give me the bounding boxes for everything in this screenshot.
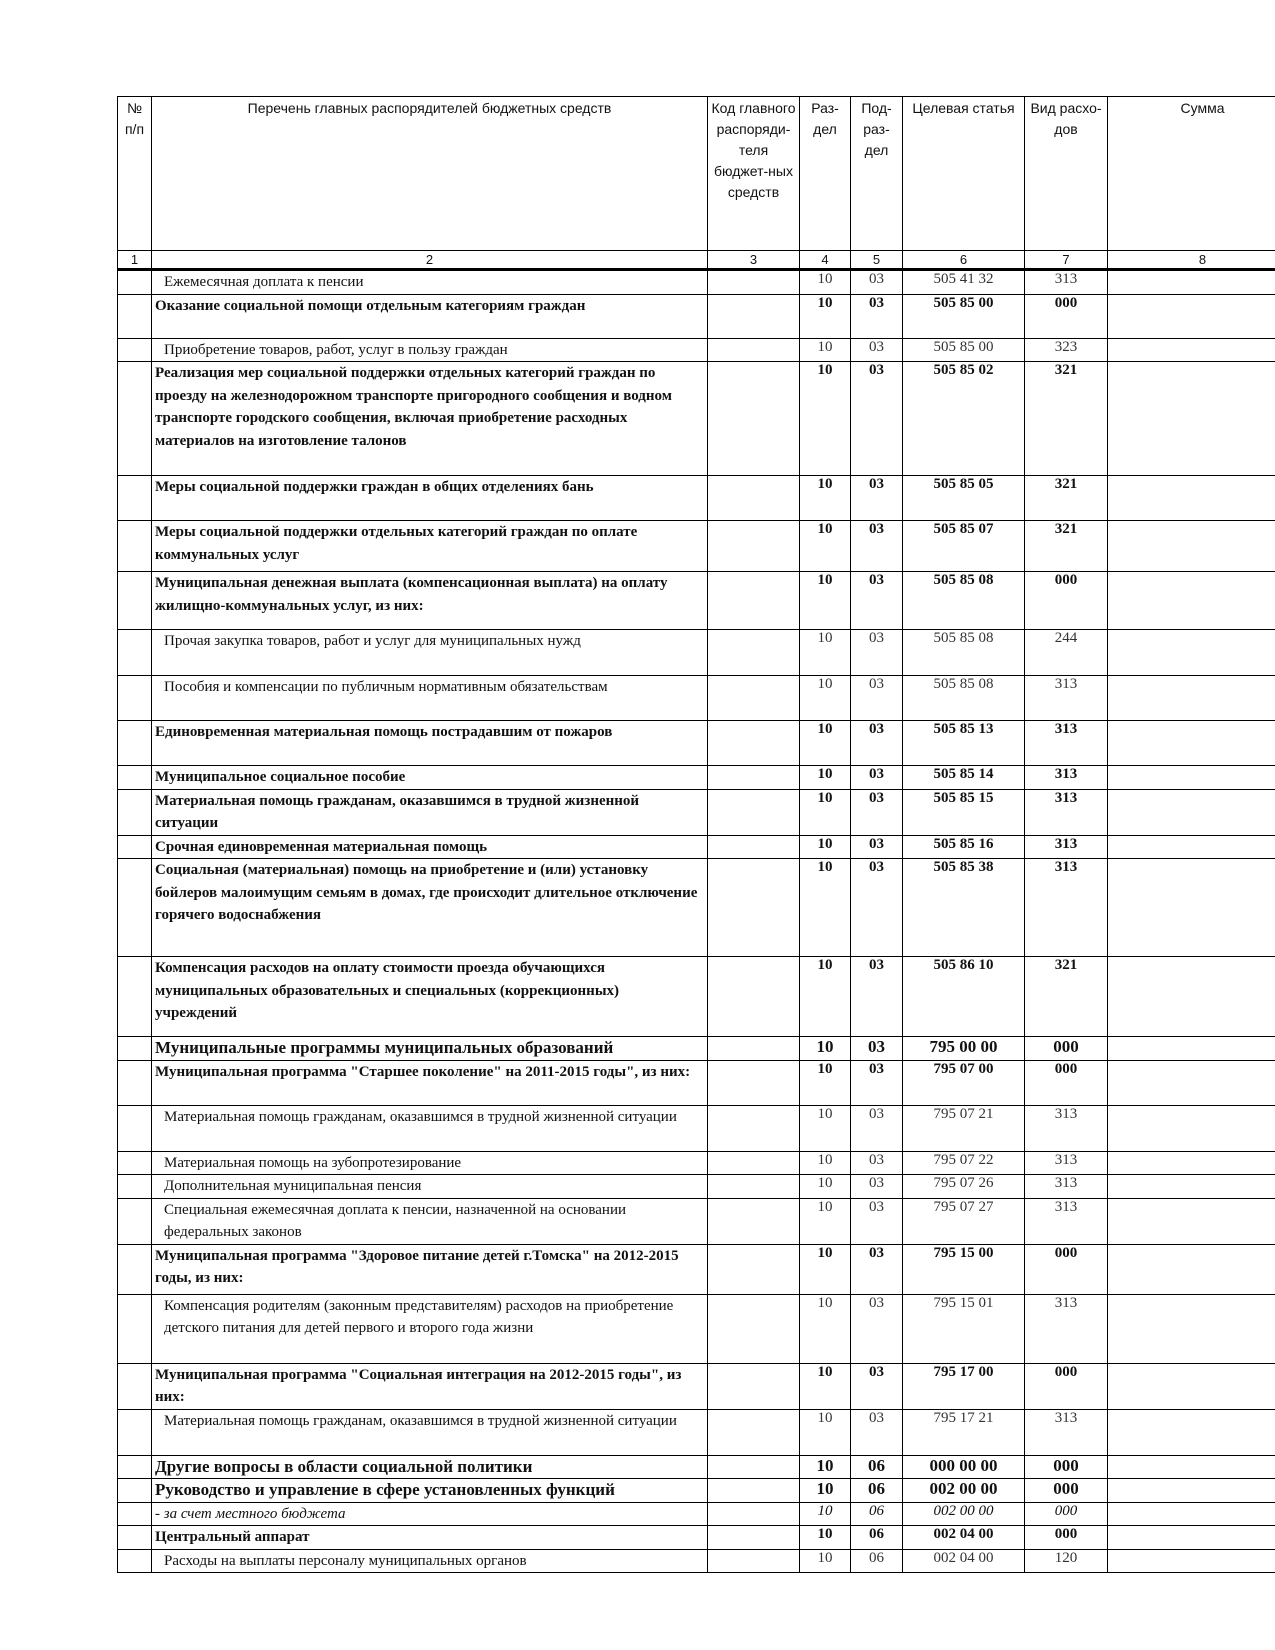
row-code (708, 1151, 800, 1175)
row-name: Ежемесячная доплата к пенсии (152, 270, 708, 295)
row-subsection: 06 (851, 1502, 903, 1526)
row-number-cell (118, 835, 152, 859)
row-number-cell (118, 1549, 152, 1573)
table-row (118, 630, 1275, 676)
row-name: Муниципальная денежная выплата (компенсационная выплата) на оплату жилищно-коммунальных услуг, из них: (152, 572, 708, 630)
row-exptype: 313 (1025, 859, 1108, 957)
row-subsection: 03 (851, 1363, 903, 1409)
row-subsection: 03 (851, 957, 903, 1037)
row-sum (1108, 859, 1275, 957)
row-name: Пособия и компенсации по публичным нормативным обязательствам (152, 676, 708, 721)
row-exptype: 000 (1025, 1244, 1108, 1294)
row-number-cell (118, 1479, 152, 1503)
row-code (708, 1037, 800, 1061)
row-section: 10 (800, 1037, 851, 1061)
row-sum (1108, 1151, 1275, 1175)
row-exptype: 313 (1025, 789, 1108, 835)
table-row (118, 1060, 1275, 1105)
row-code (708, 1479, 800, 1503)
column-number: 8 (1108, 251, 1275, 270)
row-sum (1108, 1294, 1275, 1363)
row-number-cell (118, 1455, 152, 1479)
row-name: Другие вопросы в области социальной политики (152, 1455, 708, 1479)
row-code (708, 835, 800, 859)
row-target: 002 00 00 (903, 1479, 1025, 1503)
row-section: 10 (800, 270, 851, 295)
row-target: 795 07 22 (903, 1151, 1025, 1175)
table-row (118, 1151, 1275, 1175)
table-row (118, 1549, 1275, 1573)
row-number-cell (118, 1526, 152, 1550)
row-target: 795 07 27 (903, 1198, 1025, 1244)
row-target: 505 85 08 (903, 676, 1025, 721)
row-name: Компенсация расходов на оплату стоимости проезда обучающихся муниципальных образовательных и специальных (коррекционных) учреждений (152, 957, 708, 1037)
row-section: 10 (800, 338, 851, 362)
row-exptype: 313 (1025, 721, 1108, 766)
row-sum (1108, 1549, 1275, 1573)
row-section: 10 (800, 1060, 851, 1105)
row-exptype: 321 (1025, 362, 1108, 476)
row-exptype: 000 (1025, 1502, 1108, 1526)
row-code (708, 957, 800, 1037)
row-section: 10 (800, 476, 851, 521)
table-row (118, 270, 1275, 295)
table-row (118, 521, 1275, 572)
table-row (118, 1363, 1275, 1409)
table-row (118, 1105, 1275, 1151)
row-code (708, 362, 800, 476)
row-code (708, 1198, 800, 1244)
table-row (118, 721, 1275, 766)
table-row (118, 1198, 1275, 1244)
row-code (708, 1363, 800, 1409)
row-name: - за счет местного бюджета (152, 1502, 708, 1526)
row-exptype: 321 (1025, 957, 1108, 1037)
column-number: 5 (851, 251, 903, 270)
column-number: 4 (800, 251, 851, 270)
row-name: Оказание социальной помощи отдельным категориям граждан (152, 294, 708, 338)
row-section: 10 (800, 859, 851, 957)
row-target: 002 00 00 (903, 1502, 1025, 1526)
row-target: 795 07 00 (903, 1060, 1025, 1105)
table-row (118, 1244, 1275, 1294)
row-exptype: 000 (1025, 1455, 1108, 1479)
row-code (708, 1549, 800, 1573)
row-subsection: 03 (851, 476, 903, 521)
header-code: Код главного распоряди-теля бюджет-ных средств (708, 97, 800, 251)
row-section: 10 (800, 1244, 851, 1294)
column-number: 1 (118, 251, 152, 270)
table-row (118, 1502, 1275, 1526)
row-exptype: 000 (1025, 1479, 1108, 1503)
row-sum (1108, 1037, 1275, 1061)
row-exptype: 120 (1025, 1549, 1108, 1573)
header-subsection: Под-раз-дел (851, 97, 903, 251)
header-sum: Сумма (1108, 97, 1275, 251)
row-target: 795 15 00 (903, 1244, 1025, 1294)
row-name: Муниципальная программа "Социальная интеграция на 2012-2015 годы", из них: (152, 1363, 708, 1409)
row-name: Единовременная материальная помощь пострадавшим от пожаров (152, 721, 708, 766)
row-exptype: 313 (1025, 766, 1108, 790)
row-code (708, 1175, 800, 1199)
row-exptype: 000 (1025, 294, 1108, 338)
row-section: 10 (800, 676, 851, 721)
table-row (118, 789, 1275, 835)
row-target: 795 00 00 (903, 1037, 1025, 1061)
row-subsection: 03 (851, 766, 903, 790)
row-subsection: 03 (851, 1294, 903, 1363)
header-name: Перечень главных распорядителей бюджетных средств (152, 97, 708, 251)
row-section: 10 (800, 835, 851, 859)
row-code (708, 476, 800, 521)
row-target: 000 00 00 (903, 1455, 1025, 1479)
row-name: Меры социальной поддержки граждан в общих отделениях бань (152, 476, 708, 521)
row-sum (1108, 1105, 1275, 1151)
row-exptype: 313 (1025, 1294, 1108, 1363)
row-target: 795 07 21 (903, 1105, 1025, 1151)
row-sum (1108, 1479, 1275, 1503)
row-number-cell (118, 1060, 152, 1105)
row-code (708, 789, 800, 835)
row-target: 002 04 00 (903, 1526, 1025, 1550)
row-target: 795 07 26 (903, 1175, 1025, 1199)
row-subsection: 03 (851, 572, 903, 630)
table-row (118, 362, 1275, 476)
row-exptype: 313 (1025, 676, 1108, 721)
row-section: 10 (800, 789, 851, 835)
row-number-cell (118, 1363, 152, 1409)
row-section: 10 (800, 1409, 851, 1455)
row-sum (1108, 1244, 1275, 1294)
row-code (708, 572, 800, 630)
row-number-cell (118, 957, 152, 1037)
table-row (118, 766, 1275, 790)
row-section: 10 (800, 1198, 851, 1244)
row-code (708, 521, 800, 572)
row-code (708, 721, 800, 766)
row-name: Руководство и управление в сфере установленных функций (152, 1479, 708, 1503)
row-name: Социальная (материальная) помощь на приобретение и (или) установку бойлеров малоимущим семьям в домах, где происходит длительное отключение горячего водоснабжения (152, 859, 708, 957)
row-name: Срочная единовременная материальная помощь (152, 835, 708, 859)
row-target: 505 85 14 (903, 766, 1025, 790)
row-number-cell (118, 362, 152, 476)
column-number: 3 (708, 251, 800, 270)
row-subsection: 06 (851, 1455, 903, 1479)
row-subsection: 03 (851, 521, 903, 572)
table-row (118, 957, 1275, 1037)
row-name: Дополнительная муниципальная пенсия (152, 1175, 708, 1199)
row-name: Материальная помощь на зубопротезирование (152, 1151, 708, 1175)
row-code (708, 1526, 800, 1550)
row-number-cell (118, 338, 152, 362)
row-number-cell (118, 1294, 152, 1363)
row-subsection: 03 (851, 676, 903, 721)
row-subsection: 03 (851, 1151, 903, 1175)
row-code (708, 1409, 800, 1455)
column-number: 6 (903, 251, 1025, 270)
row-sum (1108, 362, 1275, 476)
row-target: 505 85 07 (903, 521, 1025, 572)
column-number: 7 (1025, 251, 1108, 270)
row-number-cell (118, 1409, 152, 1455)
row-name: Муниципальное социальное пособие (152, 766, 708, 790)
row-target: 505 41 32 (903, 270, 1025, 295)
row-target: 505 85 08 (903, 630, 1025, 676)
row-exptype: 000 (1025, 572, 1108, 630)
row-section: 10 (800, 1175, 851, 1199)
row-section: 10 (800, 362, 851, 476)
table-row (118, 1175, 1275, 1199)
row-number-cell (118, 1175, 152, 1199)
row-number-cell (118, 294, 152, 338)
row-subsection: 03 (851, 1105, 903, 1151)
row-section: 10 (800, 1151, 851, 1175)
row-number-cell (118, 1502, 152, 1526)
row-sum (1108, 1502, 1275, 1526)
row-section: 10 (800, 721, 851, 766)
row-exptype: 313 (1025, 1105, 1108, 1151)
row-code (708, 859, 800, 957)
row-target: 505 85 08 (903, 572, 1025, 630)
row-name: Приобретение товаров, работ, услуг в пользу граждан (152, 338, 708, 362)
row-sum (1108, 630, 1275, 676)
row-name: Компенсация родителям (законным представителям) расходов на приобретение детского питания для детей первого и второго года жизни (152, 1294, 708, 1363)
row-number-cell (118, 676, 152, 721)
row-name: Материальная помощь гражданам, оказавшимся в трудной жизненной ситуации (152, 1409, 708, 1455)
table-row (118, 835, 1275, 859)
row-name: Реализация мер социальной поддержки отдельных категорий граждан по проезду на железнодорожном транспорте пригородного сообщения и водном транспорте городского сообщения, включая приобретение расходных материалов на изготовление талонов (152, 362, 708, 476)
row-subsection: 03 (851, 1198, 903, 1244)
row-sum (1108, 1363, 1275, 1409)
row-number-cell (118, 721, 152, 766)
row-sum (1108, 766, 1275, 790)
row-subsection: 03 (851, 1037, 903, 1061)
table-row (118, 859, 1275, 957)
table-row (118, 1409, 1275, 1455)
row-section: 10 (800, 294, 851, 338)
row-sum (1108, 1060, 1275, 1105)
row-subsection: 03 (851, 1409, 903, 1455)
row-exptype: 313 (1025, 1175, 1108, 1199)
row-number-cell (118, 1037, 152, 1061)
row-name: Муниципальные программы муниципальных образований (152, 1037, 708, 1061)
row-code (708, 338, 800, 362)
row-subsection: 03 (851, 294, 903, 338)
row-number-cell (118, 766, 152, 790)
row-target: 505 85 00 (903, 338, 1025, 362)
row-sum (1108, 1455, 1275, 1479)
row-name: Специальная ежемесячная доплата к пенсии, назначенной на основании федеральных законов (152, 1198, 708, 1244)
row-exptype: 313 (1025, 1198, 1108, 1244)
row-section: 10 (800, 1526, 851, 1550)
row-code (708, 1502, 800, 1526)
row-exptype: 321 (1025, 476, 1108, 521)
budget-table (117, 96, 1275, 1573)
row-subsection: 03 (851, 1244, 903, 1294)
row-number-cell (118, 630, 152, 676)
row-name: Материальная помощь гражданам, оказавшимся в трудной жизненной ситуации (152, 789, 708, 835)
row-target: 505 85 16 (903, 835, 1025, 859)
row-section: 10 (800, 957, 851, 1037)
row-subsection: 03 (851, 270, 903, 295)
table-row (118, 1294, 1275, 1363)
row-sum (1108, 294, 1275, 338)
table-row (118, 294, 1275, 338)
row-section: 10 (800, 572, 851, 630)
row-exptype: 321 (1025, 521, 1108, 572)
row-number-cell (118, 476, 152, 521)
row-sum (1108, 572, 1275, 630)
row-number-cell (118, 859, 152, 957)
row-number-cell (118, 521, 152, 572)
row-section: 10 (800, 1502, 851, 1526)
row-target: 505 85 05 (903, 476, 1025, 521)
row-subsection: 06 (851, 1479, 903, 1503)
table-row (118, 676, 1275, 721)
row-target: 505 85 15 (903, 789, 1025, 835)
row-section: 10 (800, 521, 851, 572)
row-exptype: 323 (1025, 338, 1108, 362)
row-code (708, 630, 800, 676)
row-section: 10 (800, 1363, 851, 1409)
row-sum (1108, 835, 1275, 859)
row-sum (1108, 1526, 1275, 1550)
row-target: 795 15 01 (903, 1294, 1025, 1363)
header-num: № п/п (118, 97, 152, 251)
row-subsection: 03 (851, 1060, 903, 1105)
header-section: Раз-дел (800, 97, 851, 251)
row-target: 002 04 00 (903, 1549, 1025, 1573)
row-target: 505 85 02 (903, 362, 1025, 476)
row-target: 795 17 21 (903, 1409, 1025, 1455)
row-section: 10 (800, 1294, 851, 1363)
row-exptype: 000 (1025, 1060, 1108, 1105)
table-row (118, 476, 1275, 521)
row-section: 10 (800, 1549, 851, 1573)
table-row (118, 1479, 1275, 1503)
row-code (708, 1294, 800, 1363)
row-target: 505 86 10 (903, 957, 1025, 1037)
row-subsection: 06 (851, 1549, 903, 1573)
row-sum (1108, 270, 1275, 295)
column-number-row (118, 251, 1275, 270)
row-subsection: 06 (851, 1526, 903, 1550)
table-row (118, 1037, 1275, 1061)
table-row (118, 1455, 1275, 1479)
row-subsection: 03 (851, 630, 903, 676)
row-subsection: 03 (851, 362, 903, 476)
row-number-cell (118, 1151, 152, 1175)
row-number-cell (118, 572, 152, 630)
row-number-cell (118, 1244, 152, 1294)
row-code (708, 1105, 800, 1151)
row-target: 505 85 00 (903, 294, 1025, 338)
row-subsection: 03 (851, 789, 903, 835)
row-sum (1108, 1175, 1275, 1199)
row-section: 10 (800, 630, 851, 676)
row-sum (1108, 521, 1275, 572)
row-code (708, 294, 800, 338)
row-code (708, 1455, 800, 1479)
row-exptype: 000 (1025, 1363, 1108, 1409)
row-subsection: 03 (851, 835, 903, 859)
row-number-cell (118, 789, 152, 835)
row-number-cell (118, 270, 152, 295)
row-name: Материальная помощь гражданам, оказавшимся в трудной жизненной ситуации (152, 1105, 708, 1151)
row-name: Муниципальная программа "Старшее поколение" на 2011-2015 годы", из них: (152, 1060, 708, 1105)
table-row (118, 338, 1275, 362)
row-code (708, 1244, 800, 1294)
row-section: 10 (800, 1105, 851, 1151)
row-code (708, 1060, 800, 1105)
row-sum (1108, 338, 1275, 362)
row-exptype: 000 (1025, 1037, 1108, 1061)
row-name: Центральный аппарат (152, 1526, 708, 1550)
row-code (708, 676, 800, 721)
row-number-cell (118, 1105, 152, 1151)
row-name: Прочая закупка товаров, работ и услуг для муниципальных нужд (152, 630, 708, 676)
row-sum (1108, 1198, 1275, 1244)
header-exptype: Вид расхо-дов (1025, 97, 1108, 251)
table-row (118, 572, 1275, 630)
header-target: Целевая статья (903, 97, 1025, 251)
row-exptype: 313 (1025, 835, 1108, 859)
row-section: 10 (800, 1479, 851, 1503)
row-name: Муниципальная программа "Здоровое питание детей г.Томска" на 2012-2015 годы, из них: (152, 1244, 708, 1294)
row-code (708, 766, 800, 790)
table-body (118, 270, 1275, 1573)
row-sum (1108, 789, 1275, 835)
row-sum (1108, 721, 1275, 766)
row-target: 505 85 38 (903, 859, 1025, 957)
row-sum (1108, 676, 1275, 721)
row-code (708, 270, 800, 295)
row-sum (1108, 1409, 1275, 1455)
row-subsection: 03 (851, 1175, 903, 1199)
row-exptype: 313 (1025, 1409, 1108, 1455)
row-sum (1108, 957, 1275, 1037)
row-name: Меры социальной поддержки отдельных категорий граждан по оплате коммунальных услуг (152, 521, 708, 572)
row-section: 10 (800, 1455, 851, 1479)
row-subsection: 03 (851, 859, 903, 957)
row-exptype: 313 (1025, 1151, 1108, 1175)
table-row (118, 1526, 1275, 1550)
row-exptype: 313 (1025, 270, 1108, 295)
table-header-row (118, 97, 1275, 251)
row-number-cell (118, 1198, 152, 1244)
row-target: 795 17 00 (903, 1363, 1025, 1409)
row-exptype: 244 (1025, 630, 1108, 676)
row-sum (1108, 476, 1275, 521)
column-number: 2 (152, 251, 708, 270)
row-target: 505 85 13 (903, 721, 1025, 766)
row-subsection: 03 (851, 721, 903, 766)
row-exptype: 000 (1025, 1526, 1108, 1550)
row-section: 10 (800, 766, 851, 790)
row-name: Расходы на выплаты персоналу муниципальных органов (152, 1549, 708, 1573)
row-subsection: 03 (851, 338, 903, 362)
